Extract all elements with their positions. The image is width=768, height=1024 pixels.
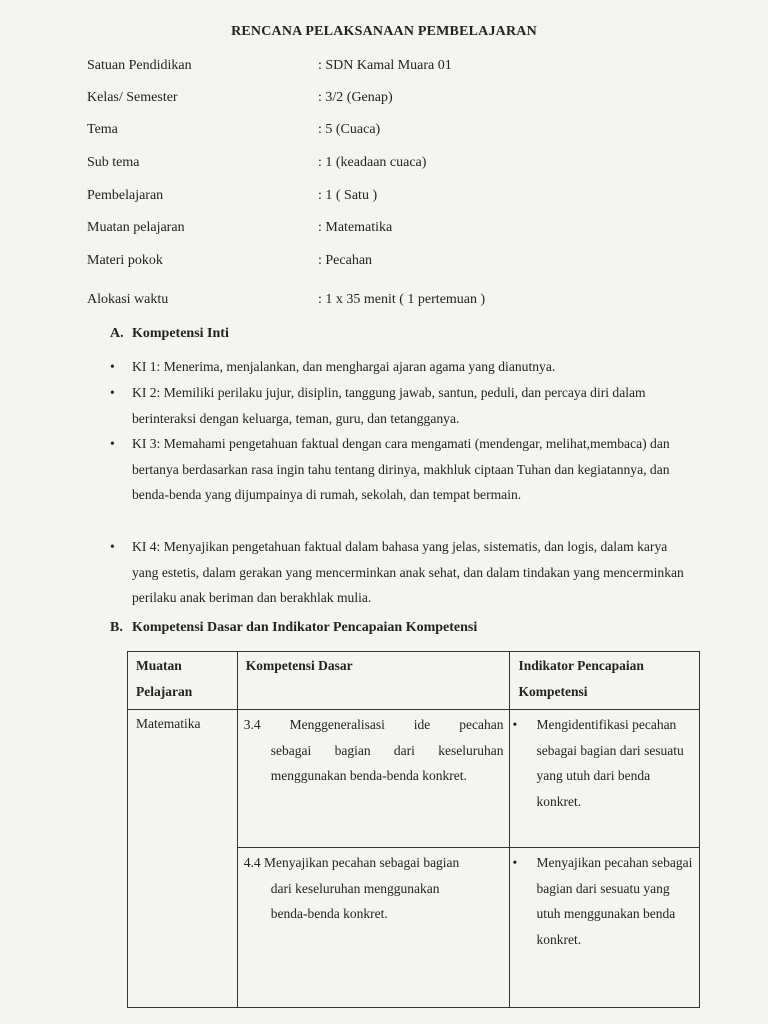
kd-line: benda-benda konkret.: [270, 906, 388, 921]
header-text: Kompetensi Dasar: [245, 658, 353, 673]
kd-word: dari: [393, 742, 415, 758]
info-label: Alokasi waktu: [87, 292, 169, 307]
info-label: Pembelajaran: [87, 188, 164, 203]
bullet-icon: •: [110, 539, 115, 554]
kd-word: keseluruhan: [438, 742, 504, 758]
header-text: Pelajaran: [136, 684, 193, 699]
ki-text: KI 4: Menyajikan pengetahuan faktual dalam bahasa yang jelas, sistematis, dan logis, dalam karya yang estetis, dalam gerakan yang mencerminkan anak sehat, dan dalam tindakan yang mencerminkan perilaku anak beriman dan berakhlak mulia.: [132, 539, 684, 605]
kd-number: 3.4: [243, 717, 261, 732]
kd-word: pecahan: [459, 717, 504, 732]
indikator-text: Menyajikan pecahan sebagai bagian dari sesuatu yang utuh menggunakan benda konkret.: [536, 855, 693, 947]
section-title: Kompetensi Inti: [132, 326, 229, 341]
kd-table: [127, 651, 700, 1008]
bullet-icon: •: [110, 385, 115, 400]
ki-text: KI 2: Memiliki perilaku jujur, disiplin, tanggung jawab, santun, peduli, dan percaya diri dalam berinteraksi dengan keluarga, teman, guru, dan tetangganya.: [132, 385, 646, 426]
section-b-heading: [110, 620, 477, 636]
muatan-text: Matematika: [136, 716, 201, 731]
info-value: : SDN Kamal Muara 01: [318, 58, 452, 73]
info-label: Sub tema: [87, 155, 140, 170]
kd-line: [244, 738, 504, 764]
info-label: Tema: [87, 122, 118, 137]
bullet-icon: •: [512, 855, 518, 870]
section-title: Kompetensi Dasar dan Indikator Pencapaian Kompetensi: [132, 620, 478, 635]
kd-word: sebagai: [270, 742, 312, 758]
table-row: [128, 710, 700, 848]
info-label: Materi pokok: [87, 253, 163, 268]
info-label: Muatan pelajaran: [87, 220, 185, 235]
header-kompetensi-dasar: [237, 652, 510, 710]
info-value: : Matematika: [318, 220, 393, 235]
section-a-heading: [110, 326, 229, 342]
cell-kd: [237, 710, 510, 848]
info-value: : 1 ( Satu ): [318, 188, 378, 203]
document-title: RENCANA PELAKSANAAN PEMBELAJARAN: [231, 24, 537, 39]
info-value: : Pecahan: [318, 253, 373, 268]
table-header-row: [128, 652, 700, 710]
kd-word: ide: [413, 717, 431, 732]
header-text: Indikator Pencapaian: [518, 658, 644, 673]
ki-text: KI 1: Menerima, menjalankan, dan menghargai ajaran agama yang dianutnya.: [132, 359, 556, 374]
kd-word: Menggeneralisasi: [289, 717, 385, 732]
cell-kd: [237, 848, 510, 1008]
bullet-icon: •: [110, 436, 115, 451]
bullet-icon: •: [512, 717, 518, 732]
bullet-icon: •: [110, 359, 115, 374]
info-value: : 3/2 (Genap): [318, 90, 393, 105]
info-value: : 1 (keadaan cuaca): [318, 155, 427, 170]
header-text: Kompetensi: [518, 684, 588, 699]
header-muatan-pelajaran: [128, 652, 238, 710]
kd-line: menggunakan benda-benda konkret.: [270, 768, 467, 783]
info-value: : 5 (Cuaca): [318, 122, 381, 137]
info-label: Satuan Pendidikan: [87, 58, 192, 73]
kd-word: bagian: [334, 742, 371, 758]
header-text: Muatan: [136, 658, 182, 673]
kd-line: dari keseluruhan menggunakan: [270, 880, 440, 896]
info-value: : 1 x 35 menit ( 1 pertemuan ): [318, 292, 486, 307]
cell-muatan: [128, 710, 238, 1008]
kd-line: 4.4 Menyajikan pecahan sebagai bagian: [243, 855, 460, 870]
section-letter: A.: [110, 326, 124, 341]
indikator-text: Mengidentifikasi pecahan sebagai bagian dari sesuatu yang utuh dari benda konkret.: [536, 717, 684, 809]
cell-indikator: [510, 710, 700, 848]
section-letter: B.: [110, 620, 123, 635]
cell-indikator: [510, 848, 700, 1008]
info-label: Kelas/ Semester: [87, 90, 178, 105]
ki-text: KI 3: Memahami pengetahuan faktual dengan cara mengamati (mendengar, melihat,membaca) dan bertanya berdasarkan rasa ingin tahu tentang dirinya, makhluk ciptaan Tuhan dan kegiatannya, dan benda-benda yang dijumpainya di rumah, sekolah, dan tempat bermain.: [132, 436, 670, 502]
kd-line: [244, 712, 504, 738]
header-indikator: [510, 652, 700, 710]
